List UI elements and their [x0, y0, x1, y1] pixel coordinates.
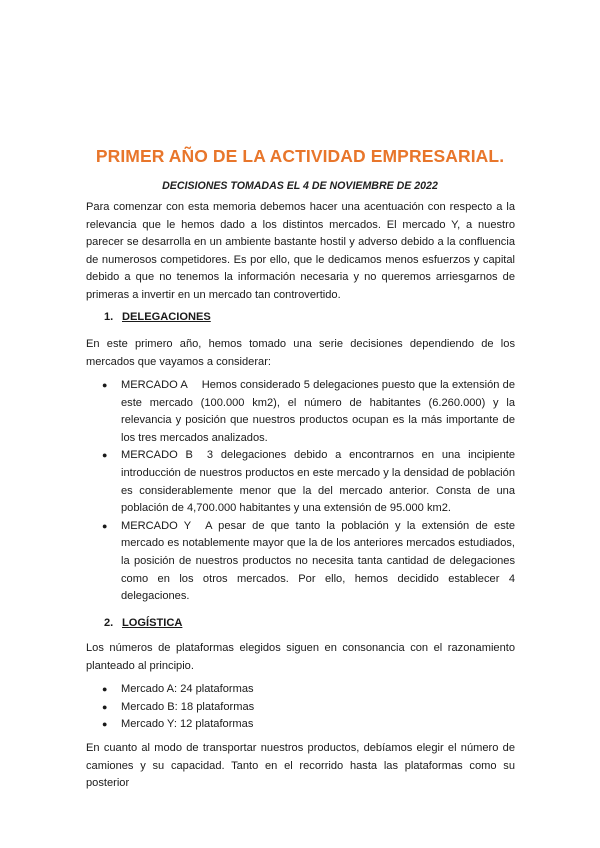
- list-item: [86, 518, 515, 606]
- market-label: MERCADO B: [121, 449, 193, 462]
- list-item: [86, 716, 515, 734]
- plataforma-item: Mercado B: 18 plataformas: [121, 700, 255, 713]
- market-description: 3 delegaciones debido a encontrarnos en una incipiente introducción de nuestros productos en este mercado y la densidad de población es considerablemente menor que la del mercado anterior. Consta de una población de 4,700.000 habitantes y una extensión de 95.000 km2.: [121, 449, 515, 515]
- section-heading-delegaciones: [104, 311, 211, 323]
- market-label: MERCADO A: [121, 379, 188, 391]
- intro-paragraph: Para comenzar con esta memoria debemos hacer una acentuación con respecto a la relevancia que le hemos dado a los distintos mercados. El mercado Y, a nuestro parecer se desarrolla en un ambiente bastante hostil y adverso debido a la confluencia de numerosos competidores. Es por ello, que le dedicamos menos esfuerzos y capital debido a que no tenemos la información necesaria y no queremos arriesgarnos de primeras a invertir en un mercado tan controvertido.: [86, 201, 515, 301]
- section-heading-logistica: [104, 617, 182, 629]
- page-subtitle: DECISIONES TOMADAS EL 4 DE NOVIEMBRE DE 2022: [162, 180, 438, 192]
- page-title: PRIMER AÑO DE LA ACTIVIDAD EMPRESARIAL.: [95, 146, 505, 166]
- market-description: Hemos considerado 5 delegaciones puesto que la extensión de este mercado (100.000 km2), el número de habitantes (6.260.000) y la relevancia y posición que nuestros productos ocupan es la más importante de los tres mercados analizados.: [121, 379, 516, 444]
- market-description: A pesar de que tanto la población y la extensión de este mercado es notablemente mayor que la de los anteriores mercados estudiados, la posición de nuestros productos no necesita tanta cantidad de delegaciones como en los otros mercados. Por ello, hemos decidido establecer 4 delegaciones.: [121, 519, 515, 603]
- plataformas-list: [86, 681, 515, 734]
- bullet-icon: ●: [102, 719, 108, 730]
- bullet-icon: ●: [102, 380, 108, 390]
- plataforma-item: Mercado A: 24 plataformas: [121, 683, 254, 695]
- section-heading-text: DELEGACIONES: [122, 311, 211, 323]
- list-item: [86, 699, 515, 717]
- section-number: 2.: [104, 617, 114, 629]
- bullet-icon: ●: [102, 701, 108, 712]
- bullet-icon: ●: [102, 450, 108, 461]
- market-label: MERCADO Y: [121, 519, 192, 532]
- list-item: [86, 447, 515, 517]
- list-item: [86, 377, 515, 447]
- bullet-icon: ●: [102, 684, 108, 694]
- section-number: 1.: [104, 311, 114, 323]
- transporte-paragraph: En cuanto al modo de transportar nuestros productos, debíamos elegir el número de camiones y su capacidad. Tanto en el recorrido hasta las plataformas como su posterior: [86, 742, 515, 790]
- delegaciones-list: [86, 377, 515, 606]
- delegaciones-paragraph: En este primero año, hemos tomado una serie decisiones dependiendo de los mercados que vayamos a considerar:: [86, 338, 515, 368]
- plataforma-item: Mercado Y: 12 plataformas: [121, 718, 254, 731]
- logistica-paragraph: Los números de plataformas elegidos siguen en consonancia con el razonamiento planteado al principio.: [86, 642, 515, 672]
- section-heading-text: LOGÍSTICA: [122, 617, 183, 629]
- bullet-icon: ●: [102, 520, 108, 531]
- list-item: [86, 681, 515, 699]
